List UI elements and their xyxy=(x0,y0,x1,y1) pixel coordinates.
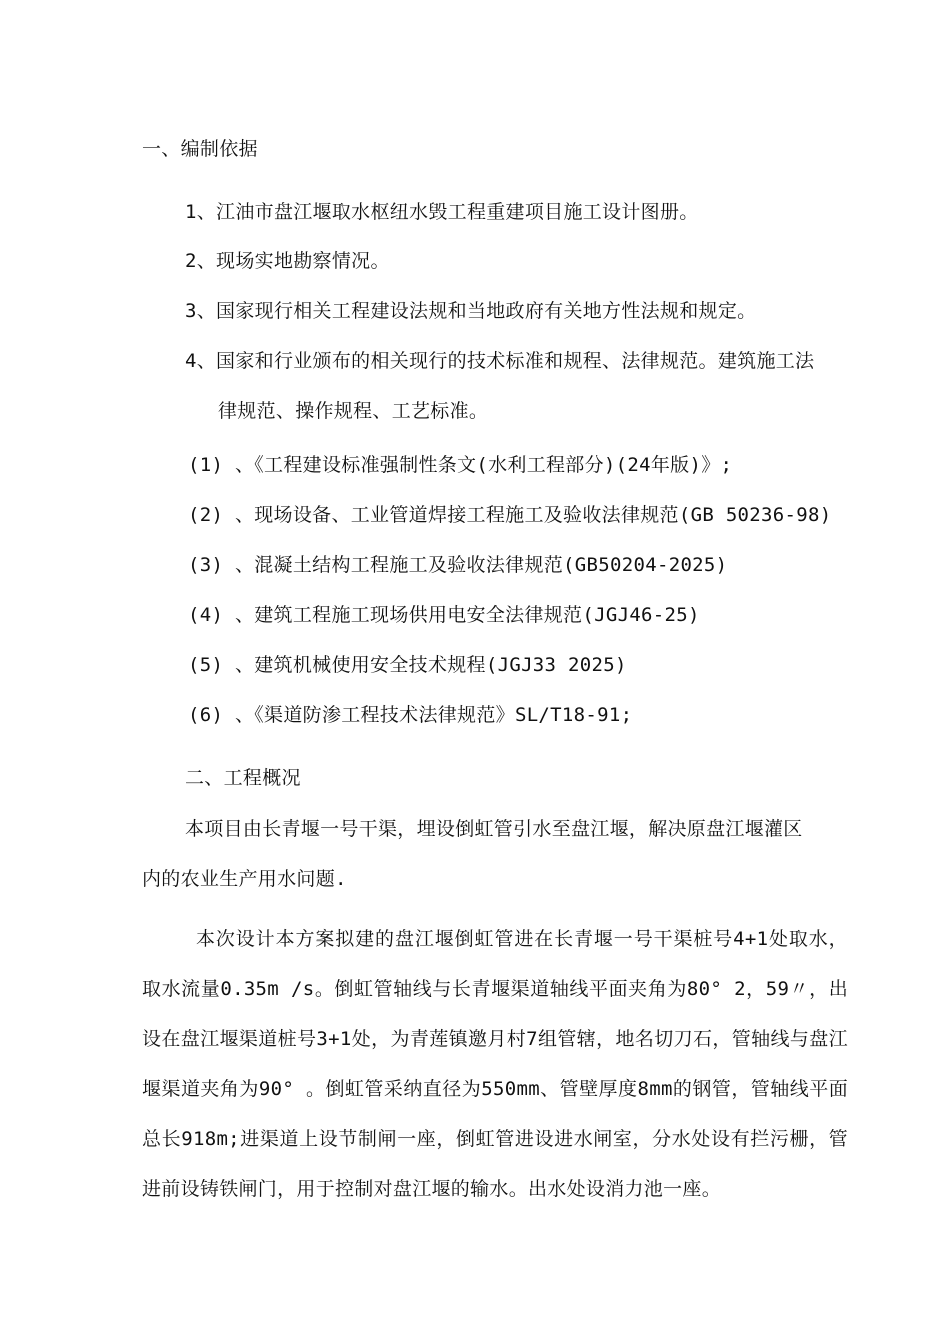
standard-item: (4) 、建筑工程施工现场供用电安全法律规范(JGJ46-25) xyxy=(188,604,700,626)
standard-item: (1) 、《工程建设标准强制性条文(水利工程部分)(24年版)》; xyxy=(188,454,733,476)
basis-item-4: 4、国家和行业颁布的相关现行的技术标准和规程、法律规范。建筑施工法 xyxy=(185,350,815,372)
standard-item: (2) 、现场设备、工业管道焊接工程施工及验收法律规范(GB 50236-98) xyxy=(188,504,832,526)
overview-paragraph-1: 本项目由长青堰一号干渠，埋设倒虹管引水至盘江堰，解决原盘江堰灌区 xyxy=(185,818,803,840)
section-heading-overview: 二、工程概况 xyxy=(185,767,301,789)
basis-item-4-continued: 律规范、操作规程、工艺标准。 xyxy=(218,400,489,422)
basis-item-1: 1、江油市盘江堰取水枢纽水毁工程重建项目施工设计图册。 xyxy=(185,201,699,223)
standard-item: (6) 、《渠道防渗工程技术法律规范》SL/T18-91; xyxy=(188,704,633,726)
section-heading-basis: 一、编制依据 xyxy=(142,138,258,160)
standard-item: (3) 、混凝土结构工程施工及验收法律规范(GB50204-2025) xyxy=(188,554,728,576)
standard-item: (5) 、建筑机械使用安全技术规程(JGJ33 2025) xyxy=(188,654,627,676)
basis-item-2: 2、现场实地勘察情况。 xyxy=(185,250,390,272)
basis-item-3: 3、国家现行相关工程建设法规和当地政府有关地方性法规和规定。 xyxy=(185,300,757,322)
overview-paragraph-2: 本次设计本方案拟建的盘江堰倒虹管进在长青堰一号干渠桩号4+1处取水，取水流量0.35m /s。倒虹管轴线与长青堰渠道轴线平面夹角为80° 2，59〃，出设在盘江堰渠道桩号3+1处，为青莲镇邀月村7组管辖，地名切刀石，管轴线与盘江堰渠道夹角为90° 。倒虹管采纳直径为550mm、管壁厚度8mm的钢管，管轴线平面总长918m;进渠道上设节制闸一座，倒虹管进设进水闸室，分水处设有拦污栅，管进前设铸铁闸门，用于控制对盘江堰的输水。出水处设消力池一座。 xyxy=(142,928,848,1200)
overview-paragraph-1-continued: 内的农业生产用水问题. xyxy=(142,868,347,890)
